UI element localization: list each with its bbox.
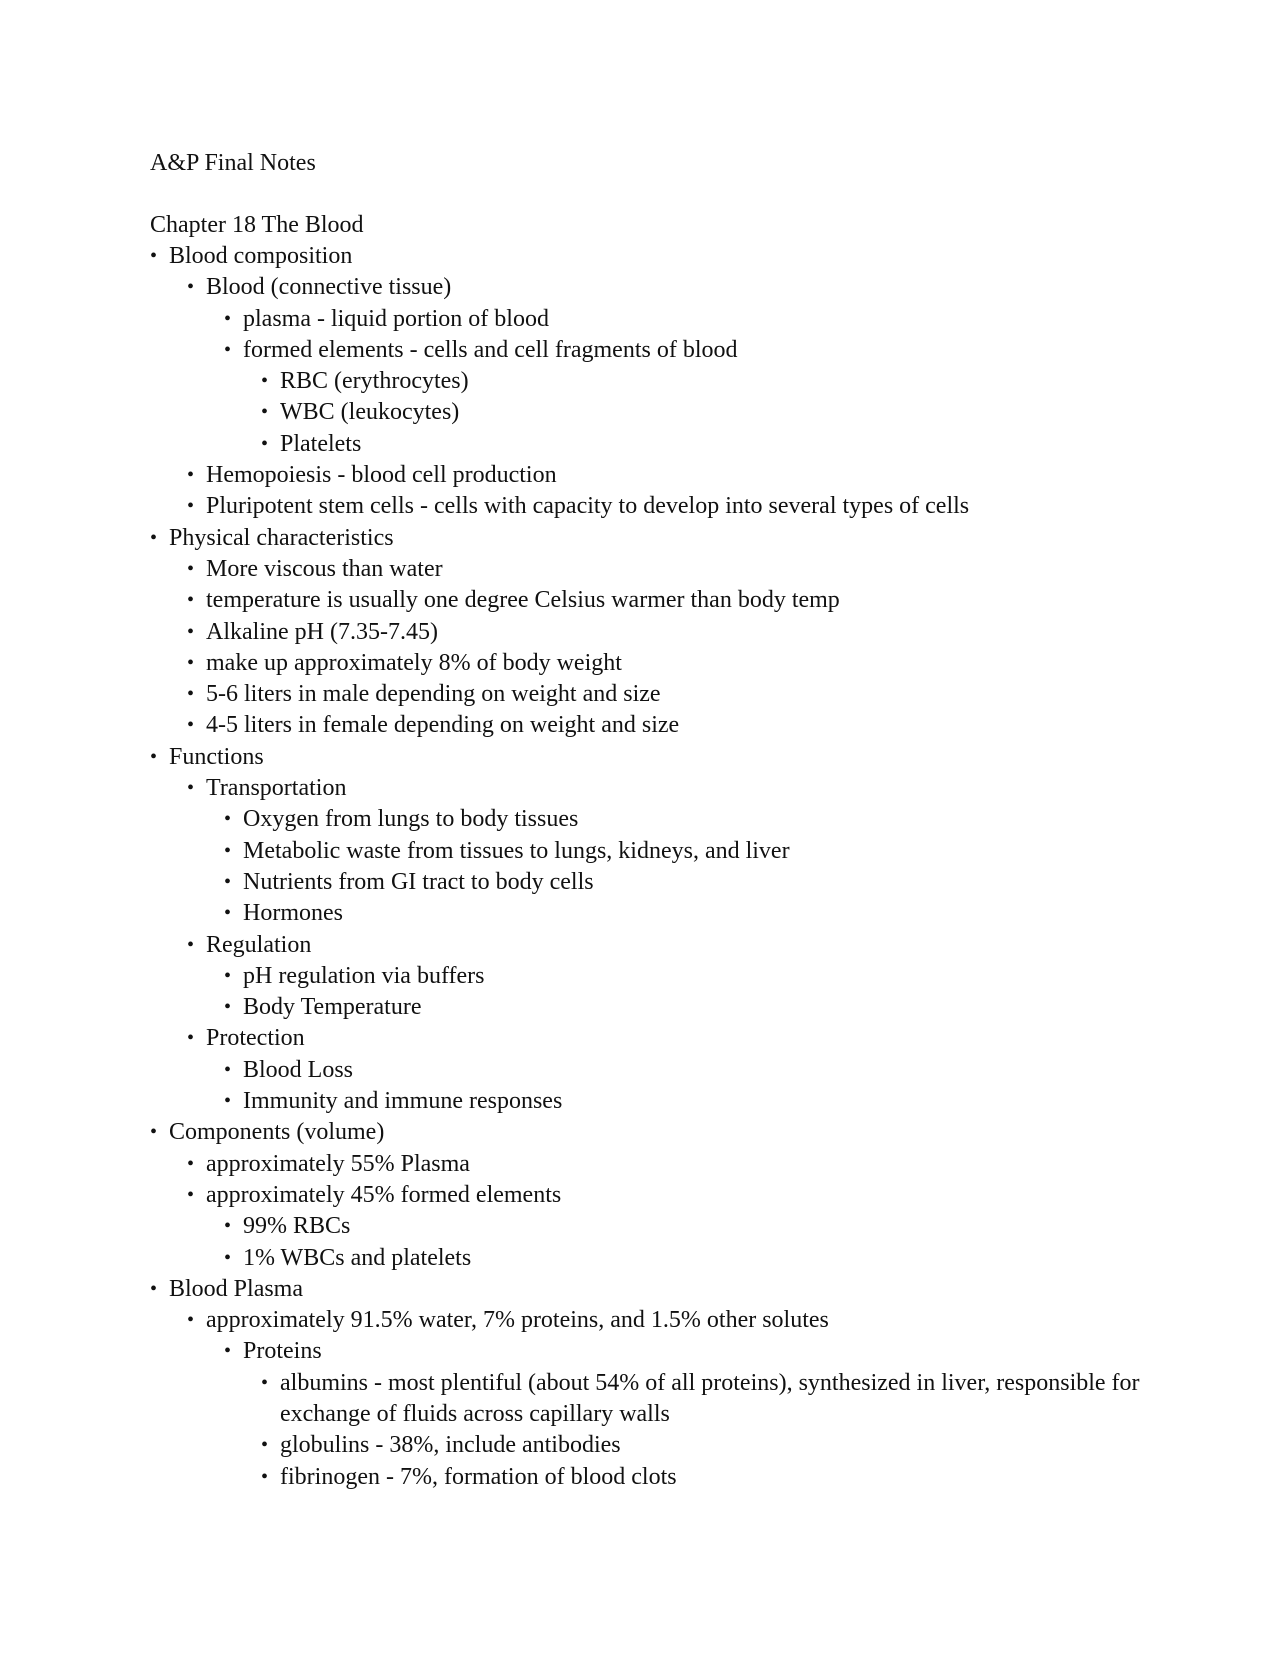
outline-item-text: albumins - most plentiful (about 54% of all proteins), synthesized in liver, responsible for exchange of fluids across capillary walls bbox=[280, 1369, 1140, 1427]
outline-item-level-2 bbox=[187, 617, 1150, 648]
outline-item-text: Functions bbox=[169, 743, 264, 770]
outline-item-text: Hemopoiesis - blood cell production bbox=[206, 462, 557, 489]
outline-sublist bbox=[261, 1368, 1150, 1493]
outline-sublist bbox=[187, 1149, 1150, 1274]
outline-item-level-3 bbox=[224, 1243, 1150, 1274]
outline-item-level-1 bbox=[150, 1117, 1150, 1273]
outline-sublist bbox=[224, 1055, 1150, 1118]
outline-item-level-1 bbox=[150, 523, 1150, 742]
outline-item-level-2 bbox=[187, 648, 1150, 679]
outline-item-level-4 bbox=[261, 429, 1150, 460]
outline-sublist bbox=[224, 1211, 1150, 1274]
outline-sublist bbox=[224, 961, 1150, 1024]
outline-item-level-4 bbox=[261, 397, 1150, 428]
outline-item-text: Blood (connective tissue) bbox=[206, 274, 452, 301]
outline-sublist bbox=[261, 366, 1150, 460]
outline-sublist bbox=[224, 304, 1150, 460]
outline-item-level-3 bbox=[224, 304, 1150, 335]
outline-item-text: Transportation bbox=[206, 775, 347, 802]
outline-item-level-2 bbox=[187, 710, 1150, 741]
outline-item-level-2 bbox=[187, 460, 1150, 491]
outline-item-level-2 bbox=[187, 930, 1150, 1024]
outline-item-level-4 bbox=[261, 1368, 1150, 1431]
outline-item-text: Protection bbox=[206, 1025, 305, 1052]
outline-item-text: globulins - 38%, include antibodies bbox=[280, 1432, 621, 1459]
outline-item-level-2 bbox=[187, 1305, 1150, 1493]
outline-item-text: make up approximately 8% of body weight bbox=[206, 649, 622, 676]
outline-item-level-3 bbox=[224, 804, 1150, 835]
outline-item-text: approximately 91.5% water, 7% proteins, and 1.5% other solutes bbox=[206, 1307, 829, 1334]
outline-sublist bbox=[224, 804, 1150, 929]
outline-item-level-3 bbox=[224, 1211, 1150, 1242]
outline-item-level-3 bbox=[224, 1055, 1150, 1086]
outline-sublist bbox=[187, 554, 1150, 742]
outline-item-text: WBC (leukocytes) bbox=[280, 399, 460, 426]
outline-item-text: 5-6 liters in male depending on weight and size bbox=[206, 681, 661, 708]
outline-item-level-3 bbox=[224, 1336, 1150, 1492]
outline-item-level-3 bbox=[224, 961, 1150, 992]
outline-item-text: Regulation bbox=[206, 931, 312, 958]
outline-item-text: Blood Plasma bbox=[169, 1275, 304, 1302]
outline-sublist bbox=[187, 1305, 1150, 1493]
outline-item-level-2 bbox=[187, 773, 1150, 929]
outline-item-text: Proteins bbox=[243, 1338, 322, 1365]
document-page bbox=[150, 148, 1150, 1493]
outline-item-text: 1% WBCs and platelets bbox=[243, 1244, 472, 1271]
outline-item-text: Alkaline pH (7.35-7.45) bbox=[206, 618, 438, 645]
outline-item-text: 4-5 liters in female depending on weight and size bbox=[206, 712, 680, 739]
outline-item-text: Pluripotent stem cells - cells with capacity to develop into several types of cells bbox=[206, 493, 970, 520]
outline-sublist bbox=[187, 773, 1150, 1117]
outline-item-level-2 bbox=[187, 491, 1150, 522]
outline-item-level-4 bbox=[261, 1430, 1150, 1461]
outline-item-text: fibrinogen - 7%, formation of blood clots bbox=[280, 1463, 677, 1490]
outline-item-text: Oxygen from lungs to body tissues bbox=[243, 806, 579, 833]
outline-item-level-2 bbox=[187, 272, 1150, 460]
outline-item-text: Components (volume) bbox=[169, 1119, 385, 1146]
outline-item-level-3 bbox=[224, 867, 1150, 898]
outline-item-text: Platelets bbox=[280, 430, 362, 457]
outline-item-level-1 bbox=[150, 742, 1150, 1118]
outline-item-text: Body Temperature bbox=[243, 994, 422, 1021]
outline-item-level-2 bbox=[187, 1180, 1150, 1274]
outline-item-level-2 bbox=[187, 554, 1150, 585]
outline-item-level-3 bbox=[224, 335, 1150, 460]
outline-item-level-4 bbox=[261, 1462, 1150, 1493]
outline-item-text: plasma - liquid portion of blood bbox=[243, 305, 549, 332]
outline-item-text: Immunity and immune responses bbox=[243, 1088, 563, 1115]
outline-item-level-3 bbox=[224, 898, 1150, 929]
outline-sublist bbox=[187, 272, 1150, 522]
outline-item-level-3 bbox=[224, 1086, 1150, 1117]
outline-item-text: Physical characteristics bbox=[169, 524, 394, 551]
outline-item-text: formed elements - cells and cell fragments of blood bbox=[243, 336, 738, 363]
outline-item-text: Blood composition bbox=[169, 243, 353, 269]
outline-item-text: temperature is usually one degree Celsius warmer than body temp bbox=[206, 587, 840, 614]
notes-outline bbox=[150, 241, 1150, 1493]
outline-sublist bbox=[224, 1336, 1150, 1492]
outline-item-level-2 bbox=[187, 585, 1150, 616]
outline-item-text: Metabolic waste from tissues to lungs, kidneys, and liver bbox=[243, 837, 790, 864]
outline-item-text: approximately 55% Plasma bbox=[206, 1150, 470, 1177]
outline-item-text: 99% RBCs bbox=[243, 1213, 351, 1240]
outline-item-level-1 bbox=[150, 1274, 1150, 1493]
outline-item-text: Nutrients from GI tract to body cells bbox=[243, 868, 594, 895]
outline-item-level-2 bbox=[187, 1149, 1150, 1180]
outline-item-text: More viscous than water bbox=[206, 555, 443, 582]
outline-item-level-4 bbox=[261, 366, 1150, 397]
outline-item-level-2 bbox=[187, 1023, 1150, 1117]
outline-item-text: approximately 45% formed elements bbox=[206, 1181, 562, 1208]
document-title: A&P Final Notes bbox=[150, 150, 316, 176]
outline-item-level-3 bbox=[224, 836, 1150, 867]
outline-item-level-1 bbox=[150, 241, 1150, 523]
chapter-title: Chapter 18 The Blood bbox=[150, 212, 364, 238]
outline-item-text: Hormones bbox=[243, 900, 343, 927]
outline-item-text: pH regulation via buffers bbox=[243, 962, 485, 989]
outline-item-level-3 bbox=[224, 992, 1150, 1023]
outline-item-text: Blood Loss bbox=[243, 1056, 354, 1083]
outline-item-text: RBC (erythrocytes) bbox=[280, 368, 469, 395]
outline-item-level-2 bbox=[187, 679, 1150, 710]
